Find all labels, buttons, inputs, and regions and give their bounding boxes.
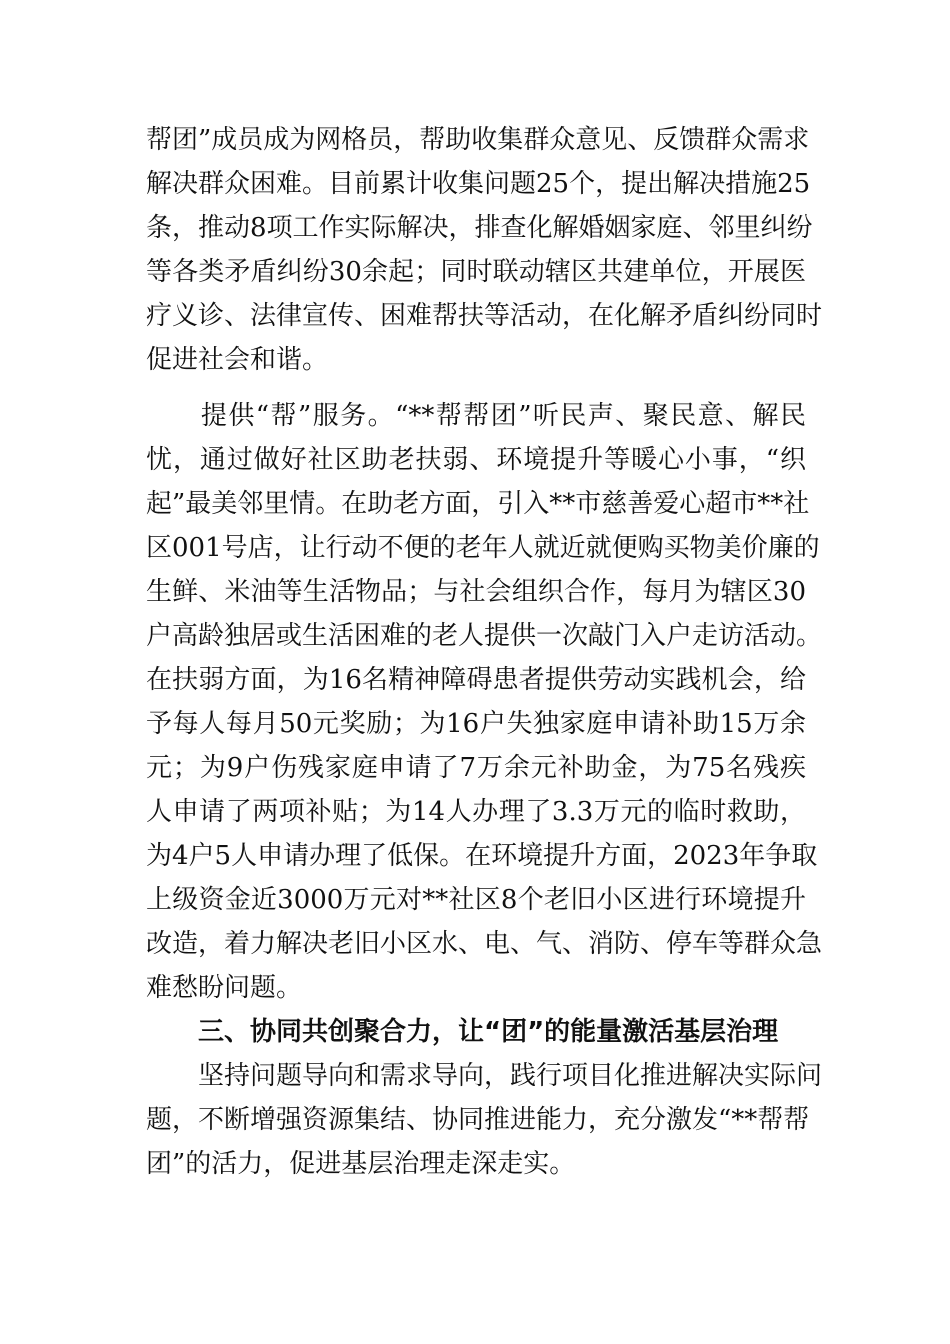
text-line: 题，不断增强资源集结、协同推进能力，充分激发“**帮帮 bbox=[146, 1105, 810, 1135]
text-line: 区001号店，让行动不便的老年人就近就便购买物美价廉的 bbox=[146, 533, 820, 563]
text-line: 坚持问题导向和需求导向，践行项目化推进解决实际问 bbox=[146, 1061, 823, 1091]
text-line: 疗义诊、法律宣传、困难帮扶等活动，在化解矛盾纠纷同时 bbox=[146, 301, 823, 331]
text-line: 户高龄独居或生活困难的老人提供一次敲门入户走访活动。 bbox=[146, 621, 823, 651]
text-line: 予每人每月50元奖励；为16户失独家庭申请补助15万余 bbox=[146, 709, 806, 739]
text-line: 提供“帮”服务。“**帮帮团”听民声、聚民意、解民 bbox=[146, 401, 806, 431]
text-line: 起”最美邻里情。在助老方面，引入**市慈善爱心超市**社 bbox=[146, 489, 810, 519]
document-body bbox=[146, 118, 823, 1186]
paragraph-2 bbox=[146, 394, 823, 1010]
text-line: 为4户5人申请办理了低保。在环境提升方面，2023年争取 bbox=[146, 841, 818, 871]
text-line: 团”的活力，促进基层治理走深走实。 bbox=[146, 1149, 576, 1179]
paragraph-1 bbox=[146, 118, 823, 382]
text-line: 条，推动8项工作实际解决，排查化解婚姻家庭、邻里纠纷 bbox=[146, 213, 813, 243]
text-line: 帮团”成员成为网格员，帮助收集群众意见、反馈群众需求 bbox=[146, 125, 810, 155]
text-line: 促进社会和谐。 bbox=[146, 345, 329, 375]
text-line: 难愁盼问题。 bbox=[146, 973, 303, 1003]
paragraph-gap bbox=[146, 382, 806, 394]
text-line: 生鲜、米油等生活物品；与社会组织合作，每月为辖区30 bbox=[146, 577, 806, 607]
text-line: 人申请了两项补贴；为14人办理了3.3万元的临时救助， bbox=[146, 797, 806, 827]
paragraph-3 bbox=[146, 1054, 823, 1186]
text-line: 上级资金近3000万元对**社区8个老旧小区进行环境提升 bbox=[146, 885, 806, 915]
text-line: 忧，通过做好社区助老扶弱、环境提升等暖心小事，“织 bbox=[146, 445, 806, 475]
text-line: 解决群众困难。目前累计收集问题25个，提出解决措施25 bbox=[146, 169, 811, 199]
text-line: 改造，着力解决老旧小区水、电、气、消防、停车等群众急 bbox=[146, 929, 823, 959]
text-line: 元；为9户伤残家庭申请了7万余元补助金，为75名残疾 bbox=[146, 753, 806, 783]
text-line: 等各类矛盾纠纷30余起；同时联动辖区共建单位，开展医 bbox=[146, 257, 806, 287]
text-line: 在扶弱方面，为16名精神障碍患者提供劳动实践机会，给 bbox=[146, 665, 806, 695]
section-heading: 三、协同共创聚合力，让“团”的能量激活基层治理 bbox=[198, 1017, 779, 1047]
